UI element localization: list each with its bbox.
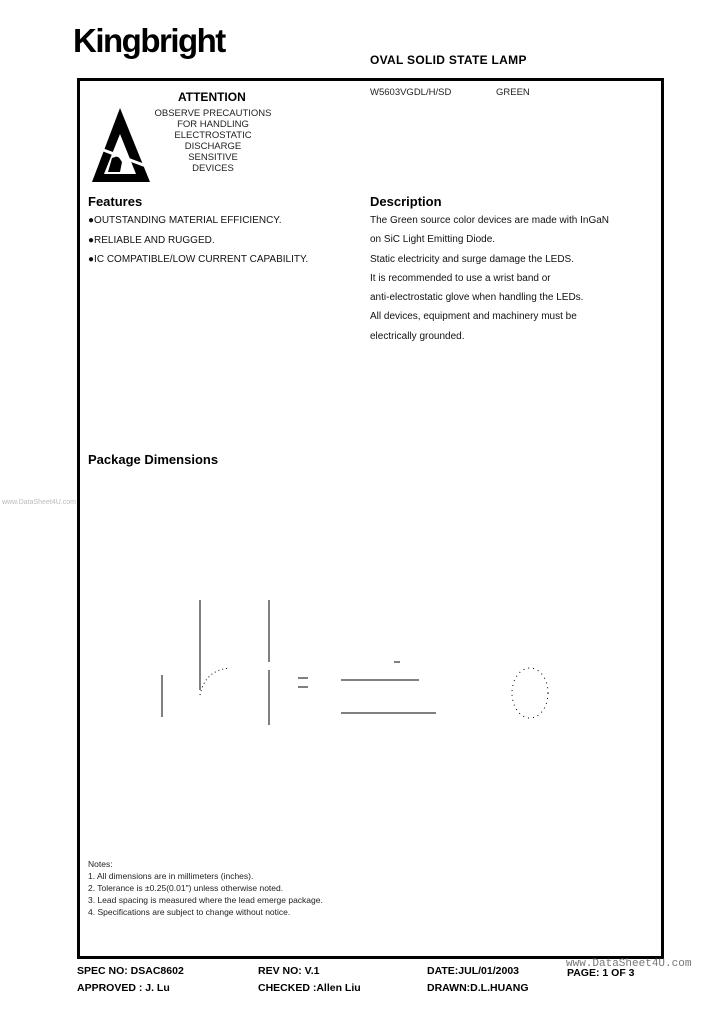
description-line: The Green source color devices are made with InGaN: [370, 215, 609, 226]
description-heading: Description: [370, 194, 442, 209]
approved-by: APPROVED : J. Lu: [77, 982, 170, 994]
attention-line: SENSITIVE: [188, 152, 238, 163]
lamp-top-view: [512, 668, 548, 718]
attention-line: ELECTROSTATIC: [174, 130, 252, 141]
side-watermark: www.DataSheet4U.com: [2, 499, 76, 506]
attention-line: DEVICES: [192, 163, 234, 174]
notes-section: [88, 858, 323, 918]
feature-item: ●IC COMPATIBLE/LOW CURRENT CAPABILITY.: [88, 254, 309, 265]
spec-number: SPEC NO: DSAC8602: [77, 965, 184, 977]
checked-by: CHECKED :Allen Liu: [258, 982, 361, 994]
kingbright-logo: Kingbright: [73, 22, 225, 59]
drawn-by: DRAWN:D.L.HUANG: [427, 982, 529, 994]
revision-number: REV NO: V.1: [258, 965, 320, 977]
description-line: anti-electrostatic glove when handling the LEDs.: [370, 292, 584, 304]
description-line: All devices, equipment and machinery must be: [370, 311, 577, 323]
note-item: 3. Lead spacing is measured where the lead emerge package.: [88, 895, 323, 905]
description-line: Static electricity and surge damage the LEDS.: [370, 253, 574, 265]
feature-item: ●OUTSTANDING MATERIAL EFFICIENCY.: [88, 215, 282, 226]
notes-title: Notes:: [88, 859, 113, 869]
note-item: 1. All dimensions are in millimeters (inches).: [88, 871, 254, 881]
footer-watermark: www.DataSheet4U.com: [566, 958, 692, 970]
attention-line: OBSERVE PRECAUTIONS: [154, 108, 272, 119]
attention-title: ATTENTION: [178, 90, 246, 104]
description-section: [370, 194, 660, 350]
date: DATE:JUL/01/2003: [427, 965, 520, 977]
document-title: OVAL SOLID STATE LAMP: [370, 53, 527, 67]
attention-line: FOR HANDLING: [177, 119, 249, 130]
package-dimension-drawing: [150, 580, 570, 780]
part-number: W5603VGDL/H/SD: [370, 87, 452, 98]
attention-line: DISCHARGE: [184, 141, 242, 152]
description-line: on SiC Light Emitting Diode.: [370, 234, 496, 246]
features-section: [88, 194, 308, 274]
emitting-color: GREEN: [496, 87, 530, 98]
feature-item: ●RELIABLE AND RUGGED.: [88, 234, 215, 246]
note-item: 2. Tolerance is ±0.25(0.01") unless otherwise noted.: [88, 883, 284, 893]
attention-text: [148, 108, 278, 174]
package-dimensions-heading: Package Dimensions: [88, 452, 219, 467]
description-line: electrically grounded.: [370, 330, 465, 342]
description-line: It is recommended to use a wrist band or: [370, 272, 551, 284]
features-heading: Features: [88, 194, 143, 209]
drawing-arc: [200, 668, 230, 695]
esd-warning-icon: [90, 106, 152, 186]
page-number: PAGE: 1 OF 3: [567, 967, 635, 979]
note-item: 4. Specifications are subject to change without notice.: [88, 907, 291, 917]
